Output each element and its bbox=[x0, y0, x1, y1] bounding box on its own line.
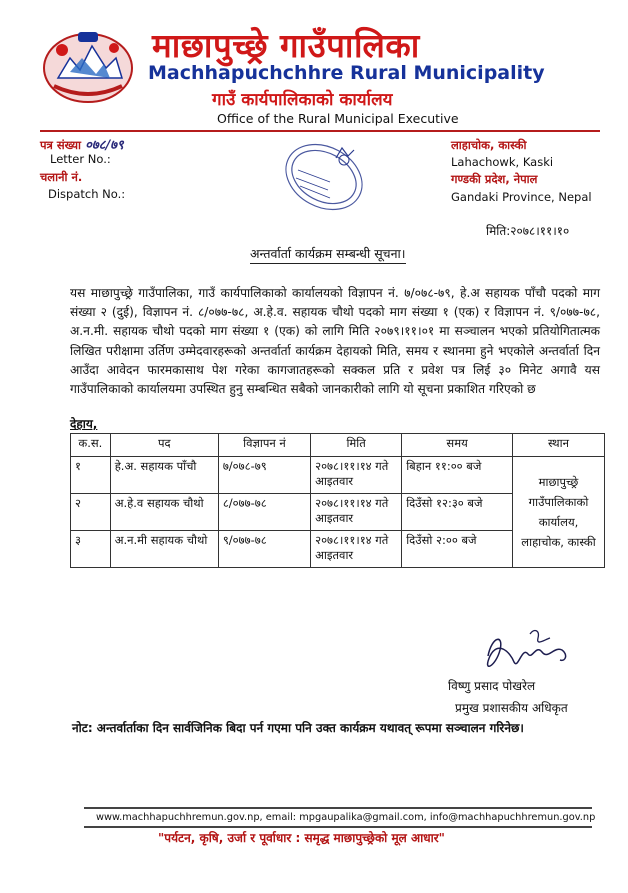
cell-post: अ.हे.व सहायक चौथो bbox=[110, 494, 218, 531]
cell-sn: ३ bbox=[71, 531, 111, 568]
nepal-emblem-icon bbox=[40, 28, 136, 106]
address-english: Lahachowk, Kaski bbox=[451, 155, 554, 169]
notice-body: यस माछापुच्छ्रे गाउँपालिका, गाउँ कार्यपालिकाको कार्यालयको विज्ञापन नं. ७/०७८-७९, हे.अ सहायक पाँचौ पदको माग संख्या २ (दुई), विज्ञापन नं. ८/०७७-७८, अ.हे.व. सहायक चौथो पदको माग संख्या १ (एक) र विज्ञापन नं. ९/०७७-७८, अ.न.मी. सहायक चौथो पदको माग संख्या १ (एक) को लागि मिति २०७९।११।०१ मा सञ्चालन भएको प्रतियोगितात्मक लिखित परीक्षामा उर्तिण उम्मेदवारहरूको अन्तर्वार्ता कार्यक्रम देहायको मिति, समय र स्थानमा हुने भएकोले अन्तर्वार्ता दिन आउँदा आवेदन फारमकासाथ पेश गरेका कागजातहरूको सक्कल प्रति र प्रवेश पत्र लिई ३० मिनेट अगावै यस गाउँपालिकाको कार्यालयमा उपस्थित हुनु सम्बन्धित सबैको जानकारीको लागि यो सूचना प्रकाशित गरिएको छ bbox=[70, 286, 600, 397]
footer-slogan: "पर्यटन, कृषि, उर्जा र पूर्वाधार : समृद्ध माछापुच्छ्रेको मूल आधार" bbox=[158, 831, 445, 845]
cell-date: २०७८।११।१४ गते आइतवार bbox=[311, 531, 402, 568]
letter-no-value: ०७८/७९ bbox=[85, 138, 124, 153]
signatory-title: प्रमुख प्रशासकीय अधिकृत bbox=[455, 701, 568, 715]
office-stamp bbox=[278, 140, 370, 214]
letter-no-label-nepali: पत्र संख्या ०७८/७९ bbox=[40, 138, 124, 153]
cell-time: दिउँसो १२:३० बजे bbox=[402, 494, 513, 531]
office-subtitle-nepali: गाउँ कार्यपालिकाको कार्यालय bbox=[212, 90, 393, 110]
interview-schedule-table bbox=[70, 433, 605, 568]
cell-time: बिहान ११:०० बजे bbox=[402, 457, 513, 494]
dispatch-label-english: Dispatch No.: bbox=[48, 187, 126, 201]
cell-sn: २ bbox=[71, 494, 111, 531]
letter-no-label-english: Letter No.: bbox=[50, 152, 111, 166]
cell-time: दिउँसो २:०० बजे bbox=[402, 531, 513, 568]
footer-rule-middle bbox=[84, 826, 592, 828]
address-nepali: लाहाचोक, कास्की bbox=[451, 138, 527, 152]
office-title-nepali: माछापुच्छ्रे गाउँपालिका bbox=[152, 26, 420, 65]
office-subtitle-english: Office of the Rural Municipal Executive bbox=[217, 111, 459, 126]
col-header-time: समय bbox=[402, 434, 513, 457]
issue-date: मिति:२०७८।११।१० bbox=[486, 224, 570, 238]
cell-date: २०७८।११।१४ गते आइतवार bbox=[311, 457, 402, 494]
cell-adv-no: ९/०७७-७८ bbox=[218, 531, 310, 568]
province-english: Gandaki Province, Nepal bbox=[451, 190, 592, 204]
footer-rule-top bbox=[84, 807, 592, 809]
schedule-label: देहाय, bbox=[70, 417, 98, 431]
notice-footnote: नोट: अन्तर्वार्ताका दिन सार्वजिनिक बिदा पर्न गएमा पनि उक्त कार्यक्रम यथावत् रूपमा सञ्चालन गरिनेछ। bbox=[72, 721, 524, 735]
col-header-adv-no: विज्ञापन नं bbox=[218, 434, 310, 457]
office-title-english: Machhapuchchhre Rural Municipality bbox=[148, 62, 545, 84]
col-header-date: मिति bbox=[311, 434, 402, 457]
col-header-sn: क.स. bbox=[71, 434, 111, 457]
cell-date: २०७८।११।१४ गते आइतवार bbox=[311, 494, 402, 531]
cell-adv-no: ७/०७८-७९ bbox=[218, 457, 310, 494]
cell-adv-no: ८/०७७-७८ bbox=[218, 494, 310, 531]
signatory-name: विष्णु प्रसाद पोखरेल bbox=[448, 679, 536, 693]
col-header-post: पद bbox=[110, 434, 218, 457]
footer-contact: www.machhapuchhremun.gov.np, email: mpgaupalika@gmail.com, info@machhapuchhremun.gov.np bbox=[96, 812, 596, 823]
notice-subject: अन्तर्वार्ता कार्यक्रम सम्बन्धी सूचना। bbox=[250, 245, 406, 264]
header-rule bbox=[40, 130, 600, 132]
table-header-row bbox=[71, 434, 605, 457]
table-row bbox=[71, 457, 605, 494]
dispatch-label-nepali: चलानी नं. bbox=[40, 170, 83, 184]
cell-location: माछापुच्छ्रे गाउँपालिकाको कार्यालय, लाहाचोक, कास्की bbox=[512, 457, 604, 568]
province-nepali: गण्डकी प्रदेश, नेपाल bbox=[451, 172, 538, 186]
cell-post: हे.अ. सहायक पाँचौ bbox=[110, 457, 218, 494]
col-header-location: स्थान bbox=[512, 434, 604, 457]
cell-sn: १ bbox=[71, 457, 111, 494]
cell-post: अ.न.मी सहायक चौथो bbox=[110, 531, 218, 568]
